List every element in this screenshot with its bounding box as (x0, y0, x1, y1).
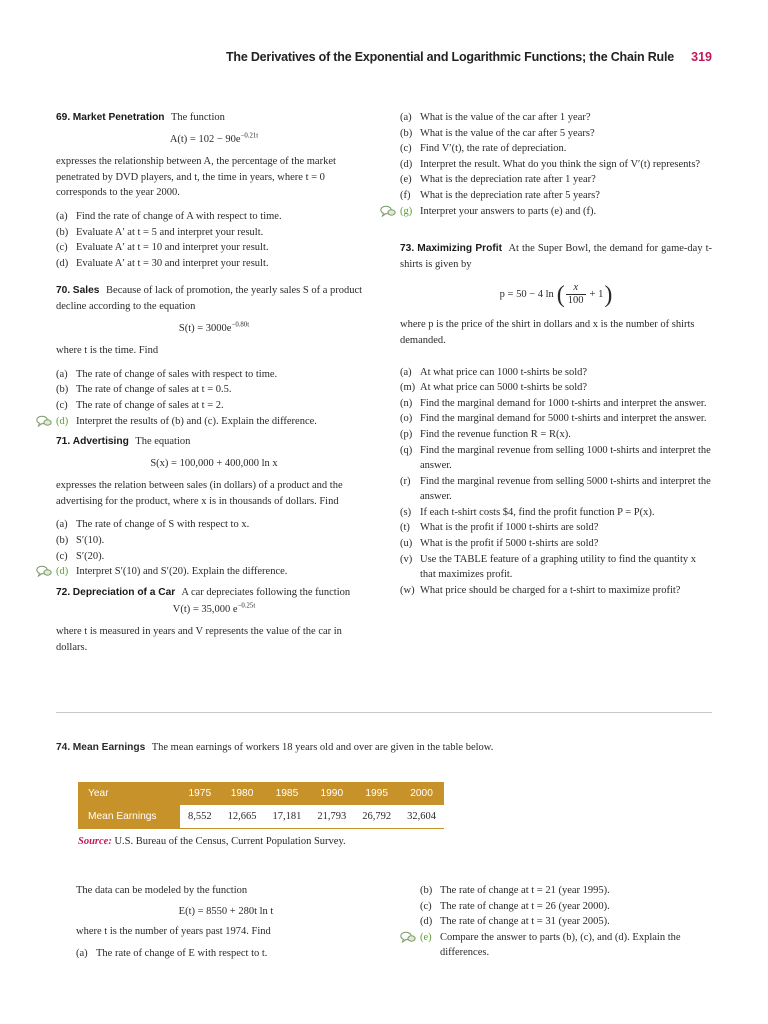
item-label: (d) (56, 415, 69, 427)
item-list (400, 365, 712, 599)
item-text: Evaluate A′ at t = 5 and interpret your result. (76, 226, 264, 238)
item-label: (u) (400, 538, 413, 550)
list-item (400, 204, 712, 220)
list-item (400, 427, 712, 443)
list-item (420, 914, 712, 930)
table-row-year (78, 782, 444, 805)
item-label: (w) (400, 584, 415, 596)
paren-close: ) (604, 281, 613, 308)
list-item (420, 930, 712, 961)
earnings-cell: 21,793 (309, 805, 354, 829)
item-text: The rate of change of sales at t = 0.5. (76, 384, 232, 396)
list-item (400, 443, 712, 474)
item-text: The rate of change at t = 31 (year 2005). (440, 916, 610, 928)
problem-74-left (76, 883, 376, 961)
list-item (400, 188, 712, 204)
item-text: Evaluate A′ at t = 30 and interpret your result. (76, 257, 269, 269)
item-text: What is the value of the car after 1 year? (420, 112, 591, 123)
item-label: (s) (400, 506, 412, 518)
formula: $A(t) = 102 - 90e^{-0.21t}$ (169, 132, 259, 145)
formula: V(t) = 35,000 $e^{-0.25t}$ (172, 602, 256, 616)
list-item (400, 536, 712, 552)
item-text: What is the depreciation rate after 1 year? (420, 174, 596, 186)
problem-title: Market Penetration (72, 112, 165, 123)
year-cell: 1985 (265, 782, 310, 805)
list-item (400, 141, 712, 157)
item-label: (e) (400, 174, 412, 186)
chapter-title: The Derivatives of the Exponential and Logarithmic Functions; the Chain Rule (225, 50, 675, 64)
problem-lead: The mean earnings of workers 18 years old and over are given in the table below. (151, 742, 494, 753)
problem-text: expresses the relation between sales (in dollars) of a product and the advertising for the product, where x is in thousands of dollars. Find (56, 480, 343, 507)
where-text: where t is the number of years past 1974. Find (76, 926, 271, 938)
item-label: (v) (400, 553, 413, 565)
problem-text: where t is measured in years and V represents the value of the car in dollars. (56, 626, 342, 653)
year-cell: 1980 (220, 782, 265, 805)
problem-71 (56, 434, 372, 580)
problem-number: 73. (400, 243, 415, 255)
problem-number: 71. (56, 436, 71, 448)
item-label: (c) (56, 399, 68, 411)
item-text: Interpret the result. What do you think the sign of V′(t) represents? (420, 158, 701, 170)
item-label: (b) (56, 535, 69, 547)
item-label: (q) (400, 444, 413, 456)
running-header (226, 50, 712, 65)
problem-text: expresses the relationship between A, the percentage of the market penetrated by DVD players, and t, the time in years, where t = 0 corresponds to the year 2000. (56, 156, 336, 199)
list-item (56, 549, 372, 565)
item-label: (b) (56, 384, 69, 396)
list-item (56, 414, 372, 430)
problem-number: 69. (56, 112, 71, 123)
row-header: Year (78, 782, 180, 805)
item-text: At what price can 1000 t-shirts be sold? (420, 366, 588, 378)
list-item (400, 583, 712, 599)
item-label: (b) (400, 127, 413, 139)
item-label: (a) (56, 519, 68, 531)
problem-73 (400, 241, 712, 598)
problem-lead: At the Super Bowl, the demand for game-day t-shirts is given by (400, 243, 713, 270)
item-text: The rate of change at t = 21 (year 1995). (440, 885, 610, 896)
problem-74 (56, 740, 716, 756)
list-item (400, 411, 712, 427)
item-text: The rate of change at t = 26 (year 2000). (440, 900, 610, 912)
list-item (56, 367, 372, 383)
item-text: The rate of change of S with respect to x. (76, 519, 250, 531)
item-text: The rate of change of sales with respect to time. (76, 368, 278, 380)
right-column (400, 110, 712, 607)
item-label: (c) (56, 550, 68, 562)
earnings-cell: 32,604 (399, 805, 444, 829)
mean-earnings-table (78, 782, 444, 829)
fraction: x 100 (567, 282, 584, 307)
problem-text: where t is the time. Find (56, 345, 159, 357)
item-label: (a) (400, 366, 412, 378)
item-text: Find V′(t), the rate of depreciation. (420, 143, 567, 155)
problem-70 (56, 283, 372, 429)
item-label: (a) (56, 210, 68, 222)
item-text: Find the revenue function R = R(x). (420, 428, 571, 440)
item-text: Evaluate A′ at t = 10 and interpret your result. (76, 242, 269, 254)
item-label: (b) (420, 885, 433, 896)
row-header: Mean Earnings (78, 805, 180, 829)
item-text: Interpret the results of (b) and (c). Explain the difference. (76, 415, 317, 427)
discussion-bubbles-icon (380, 205, 396, 217)
list-item (400, 552, 712, 583)
model-text: The data can be modeled by the function (76, 885, 248, 896)
problem-72 (56, 585, 372, 655)
item-text: The rate of change of E with respect to t. (96, 947, 268, 959)
source-label: Source: (78, 836, 112, 847)
problem-lead: The equation (135, 436, 191, 448)
item-list (420, 883, 712, 961)
formula: E(t) = 8550 + 280t ln t (178, 905, 274, 917)
discussion-bubbles-icon (36, 565, 52, 577)
item-label: (e) (420, 931, 432, 943)
item-text: The rate of change of sales at t = 2. (76, 399, 224, 411)
earnings-cell: 12,665 (220, 805, 265, 829)
item-list (56, 517, 372, 579)
item-label: (d) (420, 916, 433, 928)
year-cell: 1975 (180, 782, 220, 805)
list-item (400, 110, 712, 126)
item-label: (n) (400, 397, 413, 409)
item-label: (o) (400, 413, 413, 425)
problem-text: where p is the price of the shirt in dollars and x is the number of shirts demanded. (400, 319, 695, 346)
item-text: Find the marginal demand for 1000 t-shirts and interpret the answer. (420, 397, 707, 409)
item-label: (a) (56, 368, 68, 380)
discussion-bubbles-icon (400, 931, 416, 943)
item-text: Use the TABLE feature of a graphing utility to find the quantity x that maximizes profit. (420, 553, 696, 581)
item-text: Find the marginal demand for 5000 t-shirts and interpret the answer. (420, 413, 707, 425)
item-label: (d) (56, 566, 69, 578)
item-label: (a) (76, 947, 88, 959)
discussion-bubbles-icon (36, 415, 52, 427)
item-text: Compare the answer to parts (b), (c), and (d). Explain the differences. (440, 931, 681, 959)
problem-lead: A car depreciates following the function (181, 586, 351, 598)
problem-number: 70. (56, 285, 71, 297)
list-item (76, 946, 376, 962)
year-cell: 2000 (399, 782, 444, 805)
item-list (76, 946, 376, 962)
problem-74-right (420, 883, 712, 961)
item-label: (a) (400, 112, 412, 123)
list-item (56, 240, 372, 256)
item-text: What is the profit if 1000 t-shirts are sold? (420, 522, 599, 534)
earnings-cell: 8,552 (180, 805, 220, 829)
table-source (78, 836, 346, 847)
item-text: Find the marginal revenue from selling 1000 t-shirts and interpret the answer. (420, 444, 711, 472)
item-text: Find the marginal revenue from selling 5000 t-shirts and interpret the answer. (420, 475, 711, 503)
list-item (400, 505, 712, 521)
formula: S(x) = 100,000 + 400,000 ln x (150, 457, 278, 469)
problem-lead: Because of lack of promotion, the yearly sales S of a product decline according to the equation (56, 285, 363, 312)
left-column (56, 110, 372, 664)
list-item (56, 256, 372, 272)
list-item (400, 474, 712, 505)
item-text: What is the depreciation rate after 5 years? (420, 189, 600, 201)
item-label: (p) (400, 428, 413, 440)
list-item (400, 520, 712, 536)
list-item (56, 382, 372, 398)
list-item (56, 209, 372, 225)
item-text: Interpret your answers to parts (e) and (f). (420, 205, 597, 217)
earnings-cell: 26,792 (354, 805, 399, 829)
problem-lead: The function (170, 112, 225, 123)
table-row-earnings (78, 805, 444, 829)
list-item (420, 899, 712, 915)
problem-title: Advertising (72, 436, 129, 448)
list-item (56, 564, 372, 580)
list-item (400, 380, 712, 396)
item-text: Interpret S′(10) and S′(20). Explain the difference. (76, 566, 288, 578)
item-label: (g) (400, 205, 413, 217)
list-item (56, 517, 372, 533)
list-item (56, 225, 372, 241)
paren-open: ( (556, 281, 565, 308)
problem-title: Depreciation of a Car (72, 586, 176, 598)
item-text: S′(20). (76, 550, 105, 562)
list-item (56, 533, 372, 549)
problem-69 (56, 110, 372, 271)
item-list (56, 209, 372, 271)
list-item (400, 396, 712, 412)
problem-title: Mean Earnings (72, 742, 146, 753)
item-text: S′(10). (76, 535, 105, 547)
item-label: (d) (56, 257, 69, 269)
list-item (56, 398, 372, 414)
earnings-cell: 17,181 (265, 805, 310, 829)
item-label: (d) (400, 158, 413, 170)
source-text: U.S. Bureau of the Census, Current Population Survey. (114, 836, 346, 847)
section-divider (56, 712, 712, 713)
item-list (56, 367, 372, 429)
item-text: If each t-shirt costs $4, find the profit function P = P(x). (420, 506, 655, 518)
list-item (420, 883, 712, 899)
item-text: What is the value of the car after 5 years? (420, 127, 595, 139)
item-text: Find the rate of change of A with respect to time. (76, 210, 282, 222)
list-item (400, 126, 712, 142)
formula: $S(t) = 3000e^{-0.80t}$ (178, 321, 250, 334)
item-list (400, 110, 712, 219)
item-label: (c) (400, 143, 412, 155)
item-label: (c) (56, 242, 68, 254)
list-item (400, 157, 712, 173)
item-label: (b) (56, 226, 69, 238)
formula: p = 50 − 4 ln ( x 100 + 1 ) (499, 281, 613, 308)
item-text: What is the profit if 5000 t-shirts are sold? (420, 538, 599, 550)
item-text: What price should be charged for a t-shirt to maximize profit? (420, 584, 681, 596)
list-item (400, 172, 712, 188)
item-text: At what price can 5000 t-shirts be sold? (420, 382, 588, 394)
problem-number: 72. (56, 586, 71, 598)
year-cell: 1990 (309, 782, 354, 805)
item-label: (m) (400, 382, 416, 394)
item-label: (c) (420, 900, 432, 912)
problem-title: Maximizing Profit (417, 243, 502, 255)
problem-number: 74. (56, 742, 71, 753)
list-item (400, 365, 712, 381)
problem-title: Sales (72, 285, 100, 297)
item-label: (f) (400, 189, 411, 201)
year-cell: 1995 (354, 782, 399, 805)
item-label: (t) (400, 522, 410, 534)
page-number: 319 (691, 50, 712, 64)
item-label: (r) (400, 475, 411, 487)
